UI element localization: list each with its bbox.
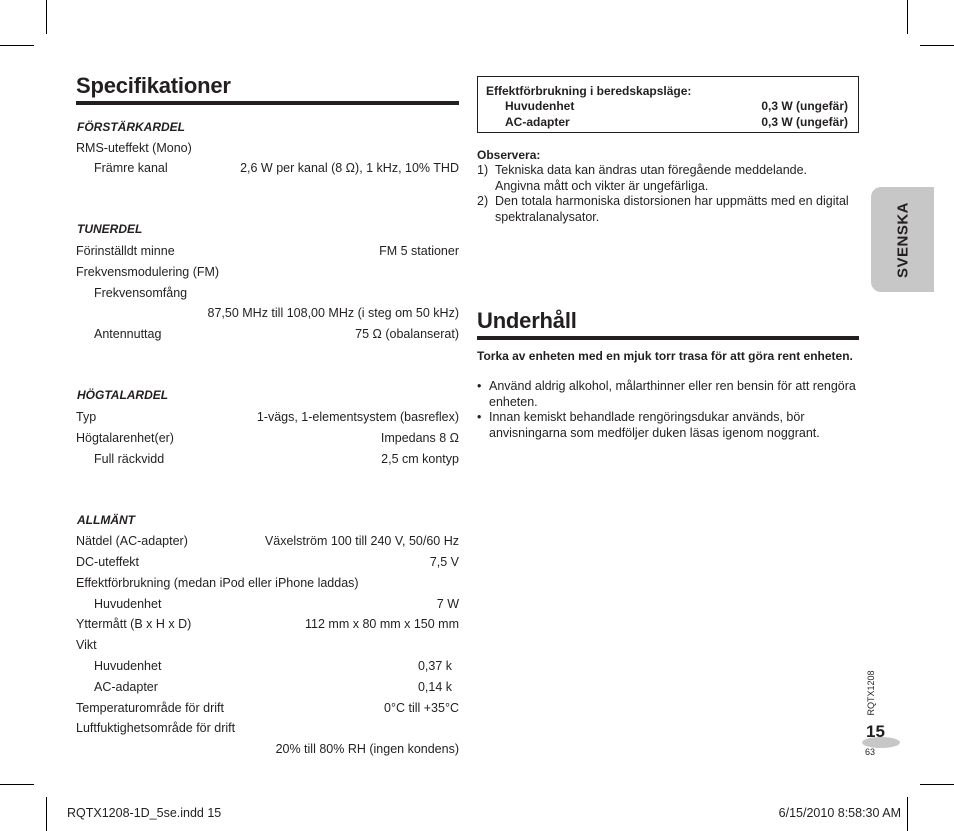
page-sub-number: 63	[865, 747, 876, 757]
spec-label: DC-uteffekt	[76, 555, 139, 569]
spec-value: 87,50 MHz till 108,00 MHz (i steg om 50 kHz)	[207, 306, 459, 320]
maintenance-bullet	[477, 379, 857, 410]
crop-mark	[46, 797, 47, 831]
spec-label: Främre kanal	[94, 161, 168, 175]
bullet-text: Använd aldrig alkohol, målarthinner eller ren bensin för att rengöra enheten.	[489, 379, 856, 409]
doc-code	[860, 668, 882, 718]
language-tab	[871, 187, 934, 292]
note-item	[477, 194, 852, 225]
spec-row	[76, 721, 459, 736]
bullet-mark: •	[477, 410, 482, 424]
section-heading-general: ALLMÄNT	[77, 513, 135, 527]
language-tab-label: SVENSKA	[894, 201, 911, 278]
spec-value: FM 5 stationer	[379, 244, 459, 258]
spec-label: Full räckvidd	[94, 452, 165, 466]
spec-label: Typ	[76, 410, 97, 424]
spec-row	[76, 576, 459, 591]
spec-row	[94, 659, 452, 674]
section-heading-tuner: TUNERDEL	[77, 222, 143, 236]
spec-row	[76, 638, 459, 653]
crop-mark	[0, 784, 34, 785]
bullet-mark: •	[477, 379, 482, 393]
spec-row	[76, 555, 459, 570]
maintenance-title: Underhåll	[477, 308, 577, 333]
spec-row	[94, 286, 459, 301]
spec-label: Förinställdt minne	[76, 244, 175, 258]
standby-main-label: Huvudenhet	[505, 99, 575, 113]
crop-mark	[0, 45, 34, 46]
note-number: 1)	[477, 163, 489, 177]
spec-row	[76, 431, 459, 446]
title-rule	[76, 101, 459, 105]
spec-row	[94, 452, 459, 467]
spec-row	[76, 265, 459, 280]
spec-row	[94, 327, 459, 342]
section-heading-amplifier: FÖRSTÄRKARDEL	[77, 120, 185, 134]
spec-row	[76, 244, 459, 259]
note-item	[477, 163, 852, 194]
spec-label: Nätdel (AC-adapter)	[76, 534, 188, 548]
spec-label: Huvudenhet	[94, 659, 162, 673]
spec-label: Antennuttag	[94, 327, 162, 341]
spec-row	[94, 597, 459, 612]
spec-label: Yttermått (B x H x D)	[76, 617, 192, 631]
maintenance-rule	[477, 336, 859, 340]
spec-row	[76, 617, 459, 632]
spec-value: 1-vägs, 1-elementsystem (basreflex)	[256, 410, 459, 424]
spec-value: 7,5 V	[429, 555, 459, 569]
page-title: Specifikationer	[76, 73, 231, 98]
spec-label: Frekvensomfång	[94, 286, 188, 300]
crop-mark	[46, 0, 47, 34]
standby-ac-label: AC-adapter	[505, 115, 570, 129]
spec-label: Temperaturområde för drift	[76, 701, 224, 715]
crop-mark	[907, 797, 908, 831]
standby-title: Effektförbrukning i beredskapsläge:	[486, 84, 692, 98]
doc-code-label: RQTX1208	[866, 670, 876, 716]
spec-value: 2,5 cm kontyp	[381, 452, 459, 466]
spec-row	[94, 161, 459, 176]
spec-value: 112 mm x 80 mm x 150 mm	[305, 617, 459, 631]
spec-row	[76, 410, 459, 425]
note-text: Den totala harmoniska distorsionen har uppmätts med en digital spektralanalysator.	[495, 194, 849, 224]
maintenance-bullet	[477, 410, 857, 441]
spec-value: Impedans 8 Ω	[380, 431, 459, 445]
spec-label: Vikt	[76, 638, 97, 652]
spec-value: 20% till 80% RH (ingen kondens)	[275, 742, 459, 756]
spec-row	[94, 680, 452, 695]
spec-value: 0°C till +35°C	[384, 701, 459, 715]
spec-label: Frekvensmodulering (FM)	[76, 265, 220, 279]
crop-mark	[907, 0, 908, 34]
spec-value: 2,6 W per kanal (8 Ω), 1 kHz, 10% THD	[240, 161, 459, 175]
spec-value: 0,37 k	[417, 659, 452, 673]
spec-label: Högtalarenhet(er)	[76, 431, 174, 445]
footer-timestamp: 6/15/2010 8:58:30 AM	[778, 806, 901, 820]
maintenance-lead: Torka av enheten med en mjuk torr trasa för att göra rent enheten.	[477, 349, 853, 363]
note-number: 2)	[477, 194, 489, 208]
spec-label: Effektförbrukning (medan iPod eller iPhone laddas)	[76, 576, 359, 590]
spec-value: 75 Ω (obalanserat)	[355, 327, 459, 341]
crop-mark	[920, 45, 954, 46]
spec-value: 7 W	[436, 597, 459, 611]
page-number: 15	[866, 722, 885, 741]
standby-ac-value: 0,3 W (ungefär)	[761, 115, 848, 129]
spec-label: AC-adapter	[94, 680, 158, 694]
footer-file: RQTX1208-1D_5se.indd 15	[67, 806, 222, 820]
note-text: Tekniska data kan ändras utan föregående meddelande. Angivna mått och vikter är ungefärliga.	[495, 163, 808, 193]
spec-row	[76, 534, 459, 549]
spec-row	[76, 701, 459, 716]
spec-value: 0,14 k	[417, 680, 452, 694]
section-heading-speaker: HÖGTALARDEL	[77, 388, 169, 402]
crop-mark	[920, 784, 954, 785]
spec-row	[76, 141, 459, 156]
bullet-text: Innan kemiskt behandlade rengöringsdukar används, bör anvisningarna som medföljer duken läsas igenom noggrant.	[489, 410, 820, 440]
spec-label: RMS-uteffekt (Mono)	[76, 141, 192, 155]
notes-heading: Observera:	[477, 148, 541, 162]
spec-value: Växelström 100 till 240 V, 50/60 Hz	[264, 534, 459, 548]
standby-main-value: 0,3 W (ungefär)	[761, 99, 848, 113]
spec-label: Luftfuktighetsområde för drift	[76, 721, 236, 735]
spec-label: Huvudenhet	[94, 597, 162, 611]
standby-power-box	[477, 76, 859, 133]
